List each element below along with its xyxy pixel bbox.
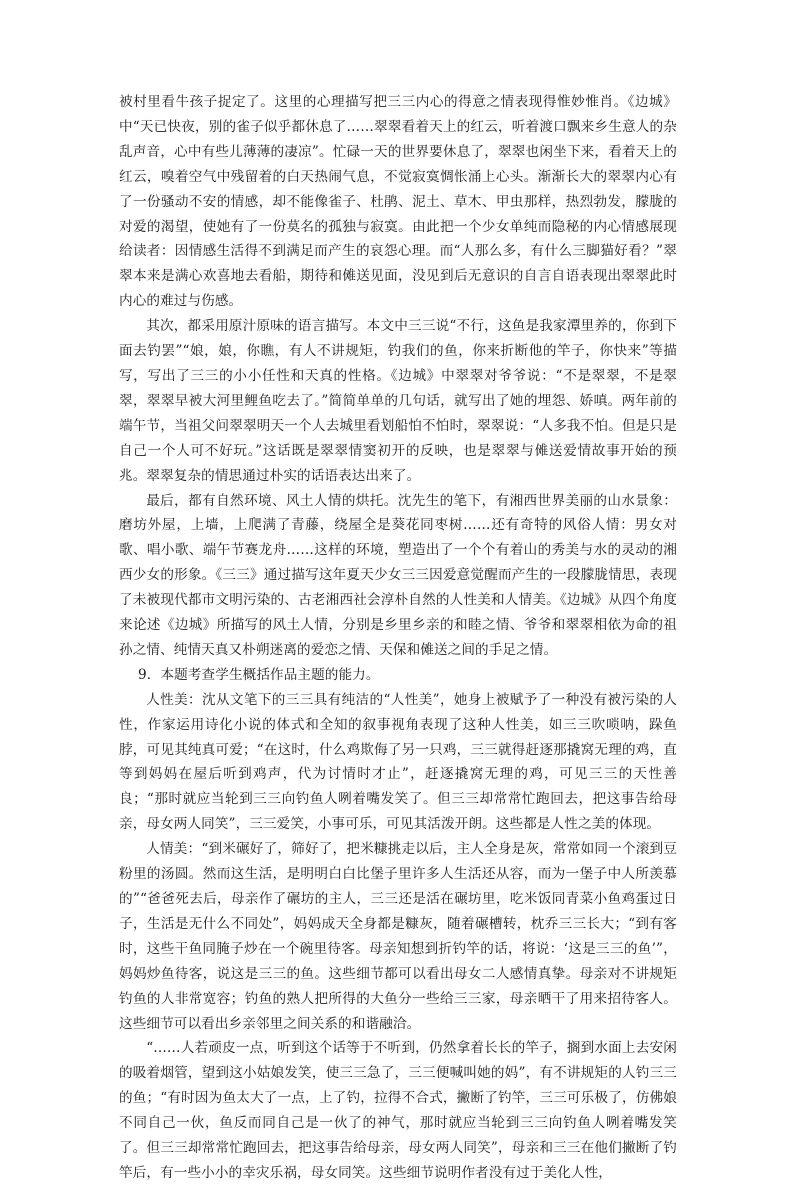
paragraph-language-description: 其次，都采用原汁原味的语言描写。本文中三三说“不行，这鱼是我家潭里养的，你到下面去钓罢”“娘，娘，你瞧，有人不讲规矩，钓我们的鱼，你来折断他的竿子，你快来”等描写，写出了三三的小小任性和天真的性格。《边城》中翠翠对爷爷说：“不是翠翠，不是翠翠，翠翠早被大河里鲤鱼吃去了。”简简单单的几句话，就写出了她的埋怨、娇嗔。两年前的端午节，当祖父问翠翠明天一个人去城里看划船怕不怕时，翠翠说：“人多我不怕。但是只是自己一个人可不好玩。”这话既是翠翠情窦初开的反映，也是翠翠与傩送爱情故事开始的预兆。翠翠复杂的情思通过朴实的话语表达出来了。 — [119, 318, 677, 484]
document-page — [119, 90, 677, 1186]
paragraph-human-nature-beauty: 人性美：沈从文笔下的三三具有纯洁的“人性美”，她身上被赋予了一种没有被污染的人性，作家运用诗化小说的体式和全知的叙事视角表现了这种人性美，如三三吹唢呐，跺鱼脖，可见其纯真可爱；“在这时，什么鸡欺侮了另一只鸡，三三就得赶逐那撬窝无理的鸡，直等到妈妈在屋后听到鸡声，代为讨情时才止”，赶逐撬窝无理的鸡，可见三三的天性善良；“那时就应当轮到三三向钓鱼人咧着嘴发笑了。但三三却常常忙跑回去，把这事告给母亲，母女两人同笑”，三三爱笑，小事可乐，可见其活泼开朗。这些都是人性之美的体现。 — [119, 691, 677, 833]
paragraph-human-relations-beauty: 人情美：“到米碾好了，筛好了，把米糠挑走以后，主人全身是灰，常常如同一个滚到豆粉里的汤圆。然而这生活，是明明白白比堡子里许多人生活还从容，而为一堡子中人所羡慕的”“爸爸死去后，母亲作了碾坊的主人，三三还是活在碾坊里，吃米饭同青菜小鱼鸡蛋过日子，生活是无什么不同处”，妈妈成天全身都是糠灰，随着碾槽转，枕乔三三长大；“到有客时，这些干鱼同腌子炒在一个碗里待客。母亲知想到折钓竿的话，将说：‘这是三三的鱼’”，妈妈炒鱼待客，说这是三三的鱼。这些细节都可以看出母女二人感情真挚。母亲对不讲规矩钓鱼的人非常宽容；钓鱼的熟人把所得的大鱼分一些给三三家，母亲晒干了用来招待客人。这些细节可以看出乡亲邻里之间关系的和谐融洽。 — [119, 841, 677, 1032]
paragraph-psychology-end: 被村里看牛孩子捉定了。这里的心理描写把三三内心的得意之情表现得惟妙惟肖。《边城》中“天已快夜，别的雀子似乎都休息了……翠翠看着天上的红云，听着渡口飘来乡生意人的杂乱声音，心中有些儿薄薄的凄凉”。忙碌一天的世界要休息了，翠翠也闲坐下来，看着天上的红云，嗅着空气中残留着的白天热闹气息，不觉寂寞惆怅涌上心头。渐渐长大的翠翠内心有了一份骚动不安的情感，却不能像雀子、杜鹃、泥土、草木、甲虫那样，热烈勃发，朦胧的对爱的渴望，使她有了一份莫名的孤独与寂寞。由此把一个少女单纯而隐秘的内心情感展现给读者：因情感生活得不到满足而产生的哀怨心理。而“人那么多，有什么三脚猫好看？”翠翠本来是满心欢喜地去看船，期待和傩送见面，没见到后无意识的自言自语表现出翠翠此时内心的难过与伤感。 — [119, 94, 677, 310]
question-9-heading: 9．本题考查学生概括作品主题的能力。 — [138, 666, 380, 683]
paragraph-environment-customs: 最后，都有自然环境、风土人情的烘托。沈先生的笔下，有湘西世界美丽的山水景象：磨坊外屋，上墙，上爬满了青藤，绕屋全是葵花同枣树……还有奇特的风俗人情：男女对歌、唱小歌、端午节赛龙舟……这样的环境，塑造出了一个个有着山的秀美与水的灵动的湘西少女的形象。《三三》通过描写这年夏天少女三三因爱意觉醒而产生的一段朦胧情思，表现了未被现代都市文明污染的、古老湘西社会淳朴自然的人性美和人情美。《边城》从四个角度来论述《边城》所描写的风土人情，分别是乡里乡亲的和睦之情、爷爷和翠翠相依为命的祖孙之情、纯情天真又朴朔迷离的爱恋之情、天保和傩送之间的手足之情。 — [119, 492, 677, 658]
paragraph-fishing-details: “……人若顽皮一点，听到这个话等于不听到，仍然拿着长长的竿子，搁到水面上去安闲的吸着烟管，望到这小姑娘发笑，使三三急了，三三便喊叫她的妈”，有不讲规矩的人钓三三的鱼；“有时因为鱼太大了一点，上了钓，拉得不合式，撇断了钓竿，三三可乐极了，仿佛娘不同自己一伙，鱼反而同自己是一伙了的神气，那时就应当轮到三三向钓鱼人咧着嘴发笑了。但三三却常常忙跑回去，把这事告给母亲，母女两人同笑”，母亲和三三在他们撇断了钓竿后，有一些小小的幸灾乐祸，母女同笑。这些细节说明作者没有过于美化人性， — [119, 1040, 677, 1181]
